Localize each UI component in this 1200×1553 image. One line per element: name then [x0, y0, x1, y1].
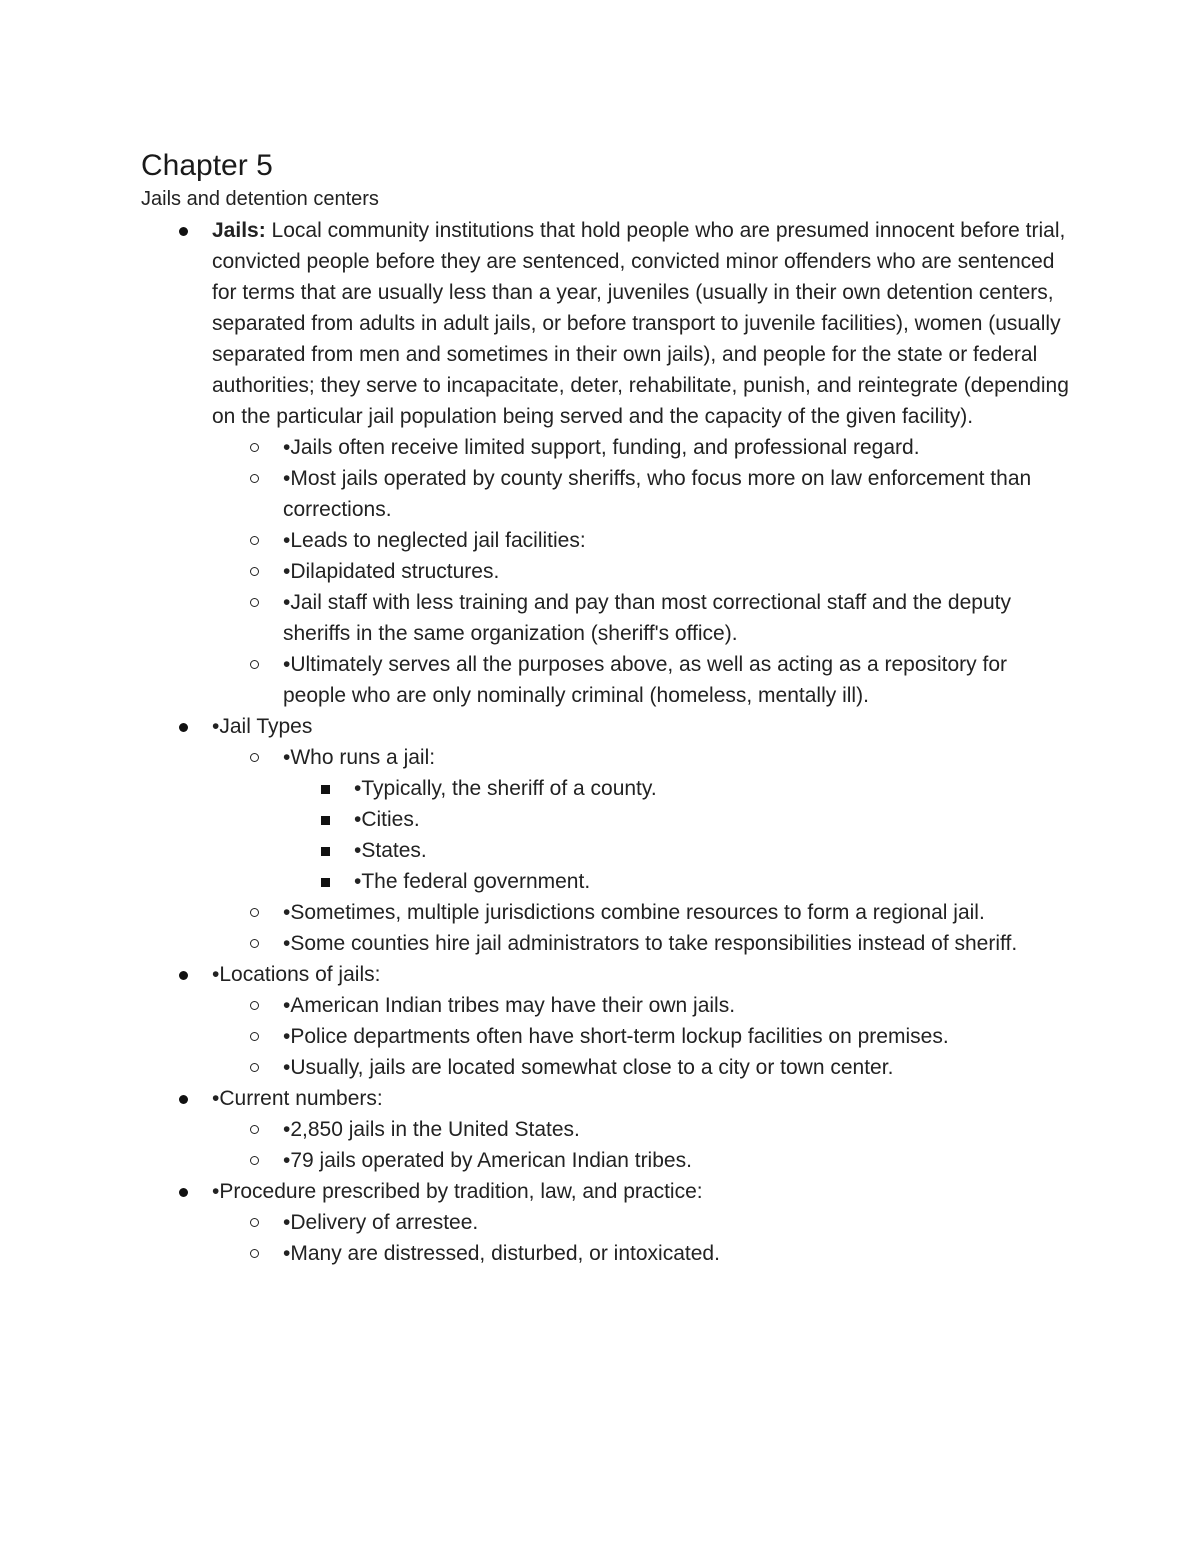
bullet-circle-icon: [250, 536, 259, 545]
sub-sub-list-item: [283, 835, 1071, 866]
list-item-text: •Jail Types: [212, 715, 313, 738]
list-item-text: •Locations of jails:: [212, 963, 381, 986]
sub-list: [212, 1114, 1071, 1176]
list-item-text: •Current numbers:: [212, 1087, 383, 1110]
sub-list-item-text: •Usually, jails are located somewhat close to a city or town center.: [283, 1056, 894, 1079]
term-label: Jails:: [212, 219, 266, 242]
sub-sub-list-item-text: •Cities.: [354, 808, 420, 831]
sub-sub-list: [283, 773, 1071, 897]
bullet-circle-icon: [250, 1156, 259, 1165]
bullet-disc-icon: [179, 723, 188, 732]
bullet-disc-icon: [179, 227, 188, 236]
bullet-circle-icon: [250, 1063, 259, 1072]
sub-sub-list-item-text: •Typically, the sheriff of a county.: [354, 777, 657, 800]
bullet-circle-icon: [250, 753, 259, 762]
sub-list-item: [212, 1238, 1071, 1269]
sub-list-item-text: •Some counties hire jail administrators to take responsibilities instead of sheriff.: [283, 932, 1018, 955]
list-item-text: [212, 215, 1071, 432]
term-definition: Local community institutions that hold people who are presumed innocent before trial, convicted people before they are sentenced, convicted minor offenders who are sentenced for terms that are usually less than a year, juveniles (usually in their own detention centers, separated from adults in adult jails, or before transport to juvenile facilities), women (usually separated from men and sometimes in their own jails), and people for the state or federal authorities; they serve to incapacitate, deter, rehabilitate, punish, and reintegrate (depending on the particular jail population being served and the capacity of the given facility).: [212, 219, 1069, 428]
sub-list-item-text: •Leads to neglected jail facilities:: [283, 529, 586, 552]
sub-list-item: [212, 463, 1071, 525]
sub-list-item: [212, 525, 1071, 556]
sub-list-item: [212, 928, 1071, 959]
bullet-circle-icon: [250, 1001, 259, 1010]
sub-sub-list-item-text: •The federal government.: [354, 870, 591, 893]
document-page: [141, 148, 1071, 1269]
sub-sub-list-item: [283, 804, 1071, 835]
bullet-circle-icon: [250, 567, 259, 576]
sub-list-item: [212, 897, 1071, 928]
sub-list-item: [212, 1021, 1071, 1052]
sub-list-item: [212, 587, 1071, 649]
bullet-circle-icon: [250, 598, 259, 607]
sub-list-item-text: •Police departments often have short-term lockup facilities on premises.: [283, 1025, 949, 1048]
bullet-circle-icon: [250, 443, 259, 452]
sub-list-item: [212, 1207, 1071, 1238]
sub-list-item: [212, 1145, 1071, 1176]
bullet-square-icon: [321, 878, 330, 887]
list-item: [141, 711, 1071, 959]
sub-list-item: [212, 649, 1071, 711]
sub-list-item: [212, 990, 1071, 1021]
sub-list-item-text: •Delivery of arrestee.: [283, 1211, 479, 1234]
sub-list-item-text: •American Indian tribes may have their own jails.: [283, 994, 736, 1017]
sub-list-item-text: •Many are distressed, disturbed, or intoxicated.: [283, 1242, 720, 1265]
bullet-square-icon: [321, 847, 330, 856]
sub-list: [212, 432, 1071, 711]
sub-list-item-text: •Sometimes, multiple jurisdictions combine resources to form a regional jail.: [283, 901, 985, 924]
list-item-text: •Procedure prescribed by tradition, law, and practice:: [212, 1180, 703, 1203]
sub-list-item-text: •Jail staff with less training and pay than most correctional staff and the deputy sheriffs in the same organization (sheriff's office).: [283, 591, 1011, 645]
sub-sub-list-item: [283, 773, 1071, 804]
bullet-circle-icon: [250, 1249, 259, 1258]
sub-list: [212, 742, 1071, 959]
bullet-circle-icon: [250, 1218, 259, 1227]
bullet-disc-icon: [179, 1188, 188, 1197]
outline-list: [141, 215, 1071, 1269]
sub-list-item: [212, 432, 1071, 463]
page-title: Chapter 5: [141, 149, 273, 182]
sub-list-item: [212, 742, 1071, 897]
sub-list-item-text: •Dilapidated structures.: [283, 560, 500, 583]
bullet-circle-icon: [250, 1032, 259, 1041]
sub-list-item: [212, 1052, 1071, 1083]
bullet-disc-icon: [179, 971, 188, 980]
bullet-square-icon: [321, 816, 330, 825]
section-heading: Jails and detention centers: [141, 188, 379, 210]
sub-list-item-text: •Most jails operated by county sheriffs, who focus more on law enforcement than corrections.: [283, 467, 1032, 521]
list-item: [141, 1176, 1071, 1269]
list-item: [141, 1083, 1071, 1176]
sub-list-item: [212, 556, 1071, 587]
bullet-circle-icon: [250, 1125, 259, 1134]
bullet-circle-icon: [250, 660, 259, 669]
bullet-circle-icon: [250, 474, 259, 483]
sub-list-item-text: •Who runs a jail:: [283, 746, 436, 769]
sub-sub-list-item-text: •States.: [354, 839, 427, 862]
bullet-square-icon: [321, 785, 330, 794]
bullet-circle-icon: [250, 939, 259, 948]
sub-sub-list-item: [283, 866, 1071, 897]
list-item: [141, 215, 1071, 711]
sub-list: [212, 990, 1071, 1083]
sub-list-item-text: •Ultimately serves all the purposes above, as well as acting as a repository for people who are only nominally criminal (homeless, mentally ill).: [283, 653, 1008, 707]
bullet-disc-icon: [179, 1095, 188, 1104]
bullet-circle-icon: [250, 908, 259, 917]
sub-list: [212, 1207, 1071, 1269]
sub-list-item-text: •79 jails operated by American Indian tribes.: [283, 1149, 692, 1172]
sub-list-item-text: •Jails often receive limited support, funding, and professional regard.: [283, 436, 920, 459]
sub-list-item: [212, 1114, 1071, 1145]
sub-list-item-text: •2,850 jails in the United States.: [283, 1118, 580, 1141]
list-item: [141, 959, 1071, 1083]
